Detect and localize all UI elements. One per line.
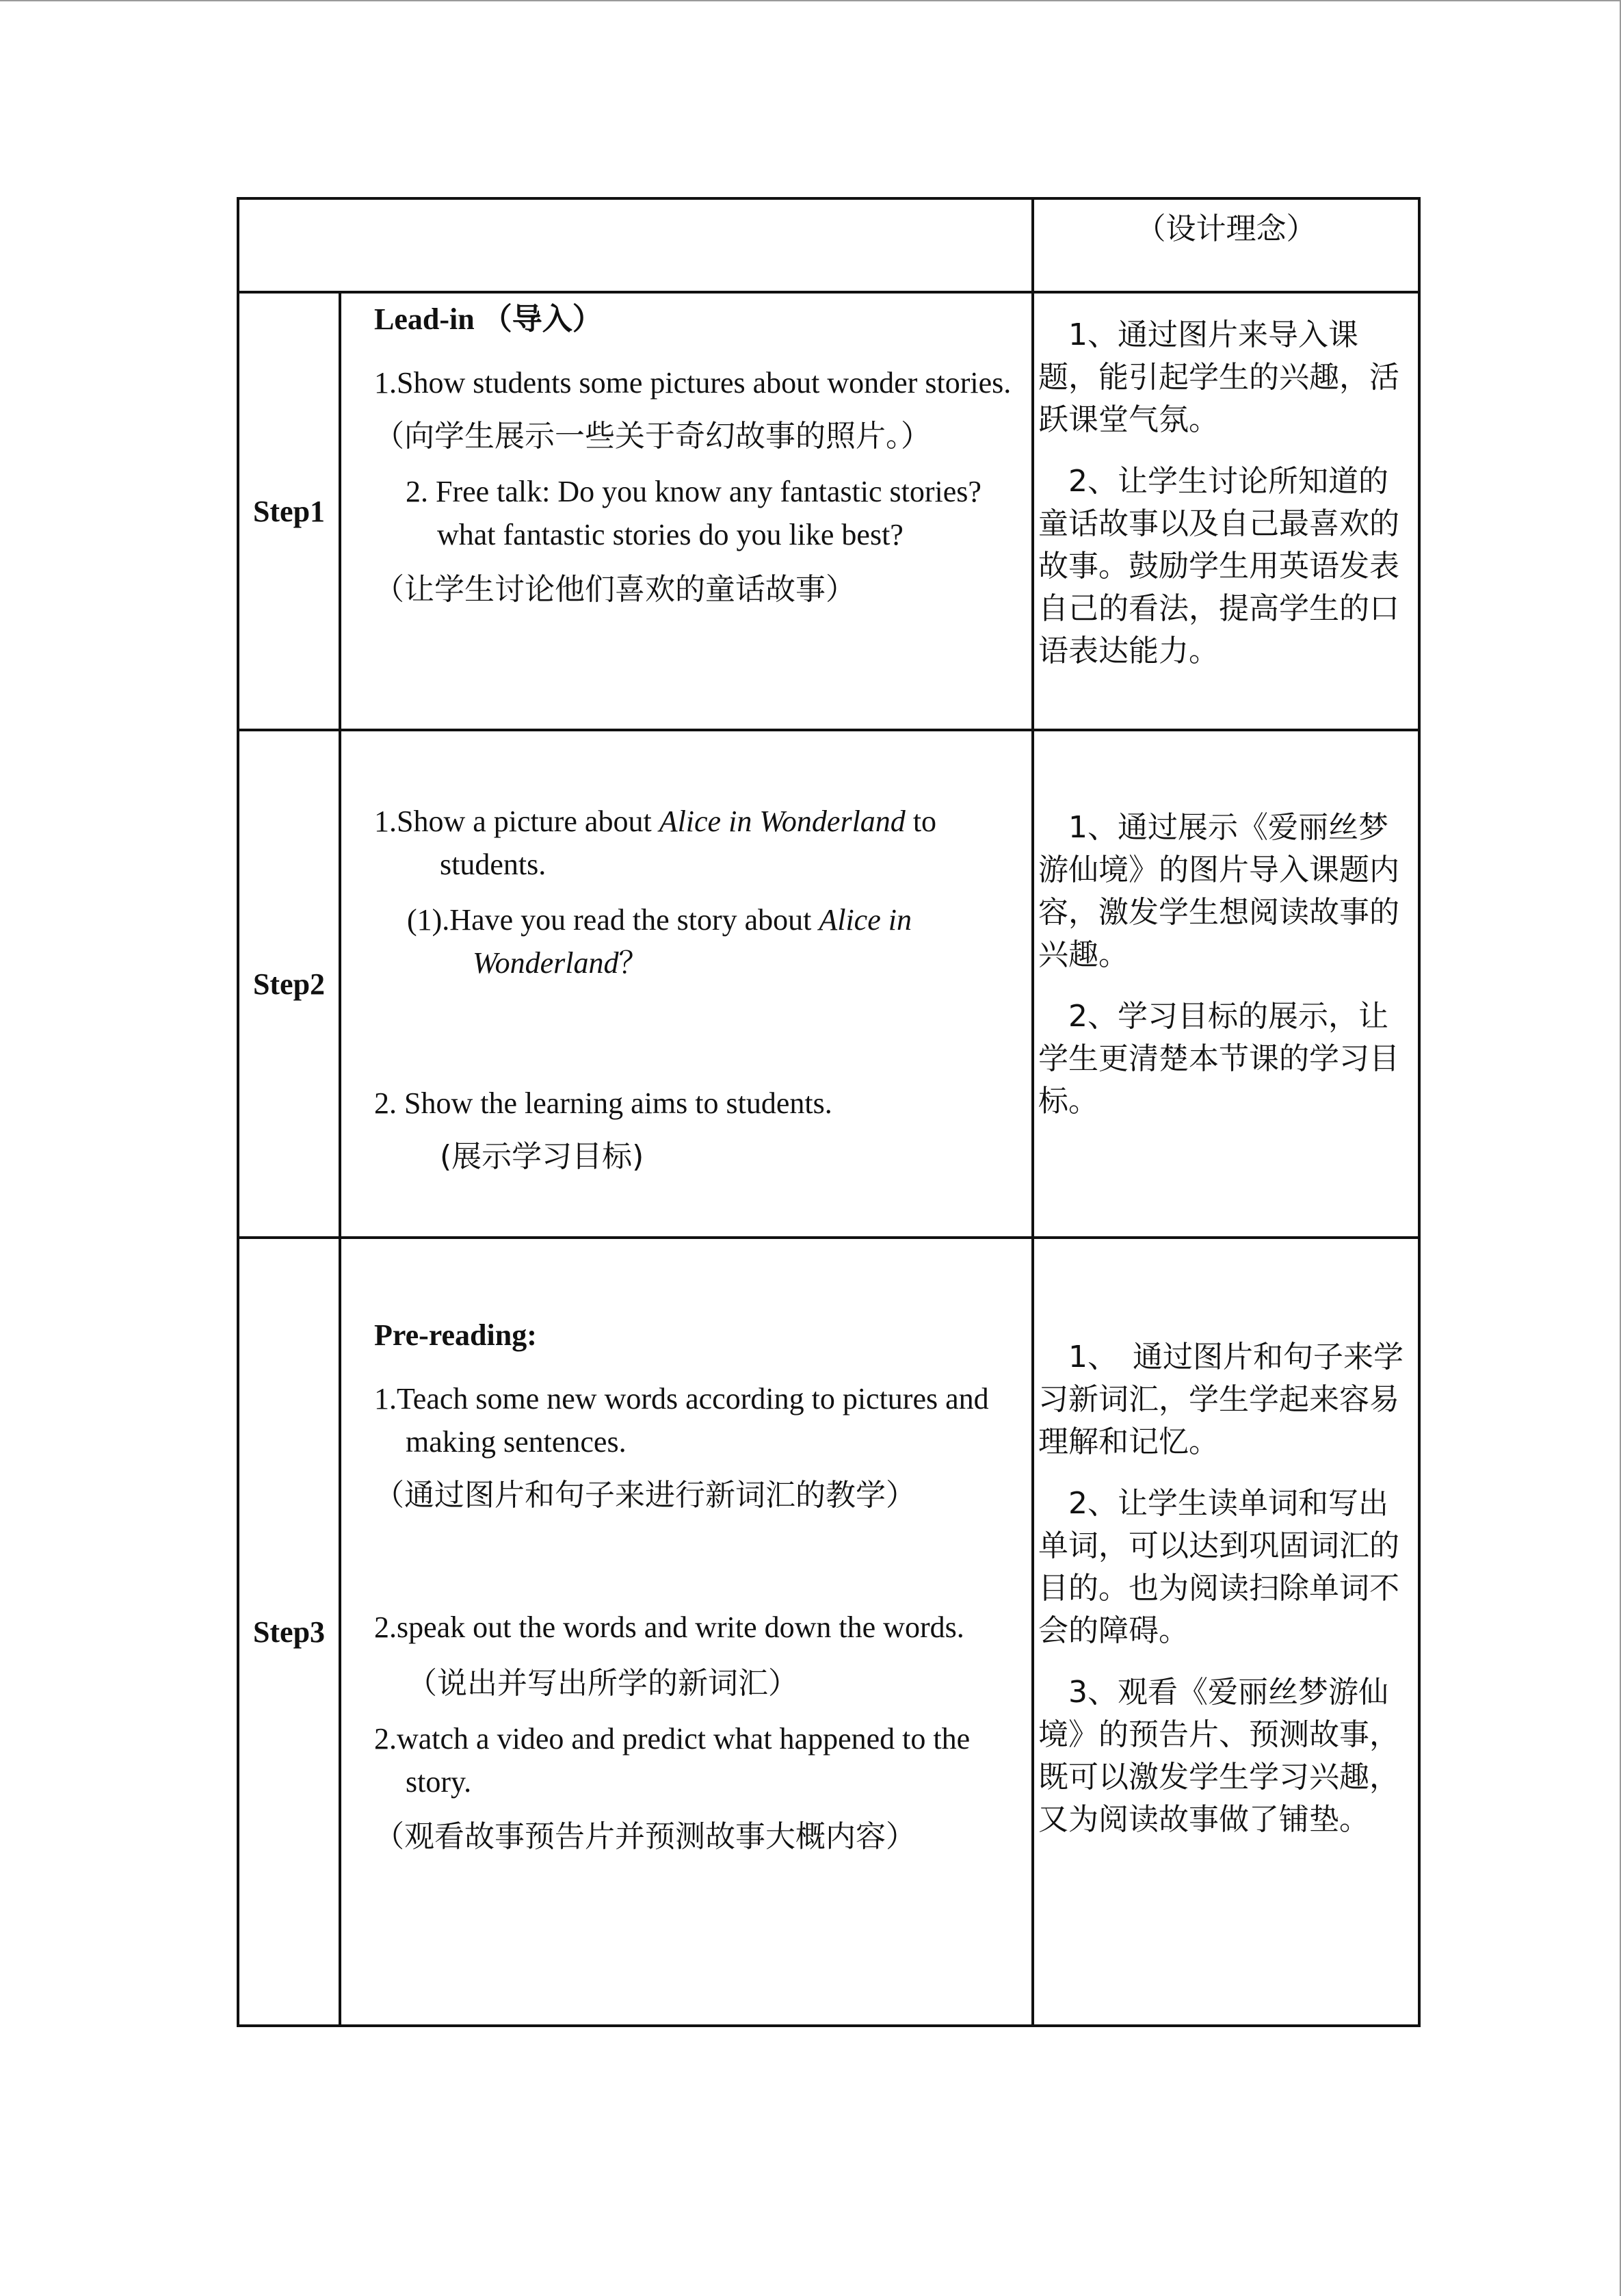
step1-row [238, 292, 1419, 730]
step3-heading: Pre-reading: [374, 1318, 537, 1352]
lesson-plan-table [237, 197, 1421, 2027]
step1-label: Step1 [238, 292, 340, 730]
step3-item1-cn: （通过图片和句子来进行新词汇的教学） [374, 1478, 916, 1513]
step2-subitem1-text-a: (1).Have you read the story about [407, 903, 819, 937]
step2-rationale [1033, 730, 1419, 1238]
step1-rationale-1: 1、通过图片来导入课题，能引起学生的兴趣，活跃课堂气氛。 [1038, 317, 1399, 437]
step3-item2-cn: （说出并写出所学的新词汇） [407, 1666, 798, 1701]
step2-subitem1 [407, 898, 1022, 984]
step3-item2-en: 2.speak out the words and write down the words. [374, 1610, 964, 1644]
step1-item2-cn: （让学生讨论他们喜欢的童话故事） [374, 572, 856, 607]
header-rationale-cell [1033, 198, 1419, 292]
step1-item1-cn: （向学生展示一些关于奇幻故事的照片。） [374, 419, 931, 454]
step1-rationale-2: 2、让学生讨论所知道的童话故事以及自己最喜欢的故事。鼓励学生用英语发表自己的看法，提高学生的口语表达能力。 [1038, 464, 1399, 668]
step2-item2-cn: (展示学习目标) [440, 1139, 644, 1174]
step2-item1-text-a: 1.Show a picture about [374, 805, 659, 838]
step1-item2-en: 2. Free talk: Do you know any fantastic stories? what fantastic stories do you like best? [406, 475, 981, 551]
step2-item1 [374, 800, 1022, 886]
rationale-header-label: （设计理念） [1135, 211, 1317, 246]
step3-content [340, 1238, 1033, 2026]
step1-item1-en: 1.Show students some pictures about wonder stories. [374, 366, 1012, 400]
step2-subitem1-text-b: ？ [618, 946, 649, 980]
step2-subitem1-book-title: Alice in Wonderland [473, 903, 912, 980]
step2-item1-text-b: to students. [440, 805, 937, 881]
step3-item3-cn: （观看故事预告片并预测故事大概内容） [374, 1819, 916, 1854]
step3-rationale-3: 3、观看《爱丽丝梦游仙境》的预告片、预测故事，既可以激发学生学习兴趣，又为阅读故事做了铺垫。 [1038, 1675, 1399, 1837]
step2-rationale-1: 1、通过展示《爱丽丝梦游仙境》的图片导入课题内容，激发学生想阅读故事的兴趣。 [1038, 810, 1399, 972]
step3-label: Step3 [238, 1238, 340, 2026]
step3-row [238, 1238, 1419, 2026]
step2-item1-book-title: Alice in Wonderland [659, 805, 906, 838]
page-edge-top [0, 0, 1621, 1]
header-content-cell [238, 198, 1033, 292]
step3-rationale-2: 2、让学生读单词和写出单词，可以达到巩固词汇的目的。也为阅读扫除单词不会的障碍。 [1038, 1486, 1399, 1648]
step2-label: Step2 [238, 730, 340, 1238]
step1-heading: Lead-in （导入） [374, 302, 603, 336]
step2-row [238, 730, 1419, 1238]
step1-content [340, 292, 1033, 730]
header-row [238, 198, 1419, 292]
step2-rationale-2: 2、学习目标的展示，让学生更清楚本节课的学习目标。 [1038, 999, 1399, 1119]
step3-item1-en: 1.Teach some new words according to pictures and making sentences. [374, 1382, 989, 1459]
step2-item2-en: 2. Show the learning aims to students. [374, 1086, 832, 1120]
step3-item3-en: 2.watch a video and predict what happened to the story. [374, 1722, 971, 1799]
step3-rationale-1: 1、 通过图片和句子来学习新词汇，学生学起来容易理解和记忆。 [1038, 1340, 1403, 1459]
step2-content [340, 730, 1033, 1238]
step1-rationale [1033, 292, 1419, 730]
step3-rationale [1033, 1238, 1419, 2026]
